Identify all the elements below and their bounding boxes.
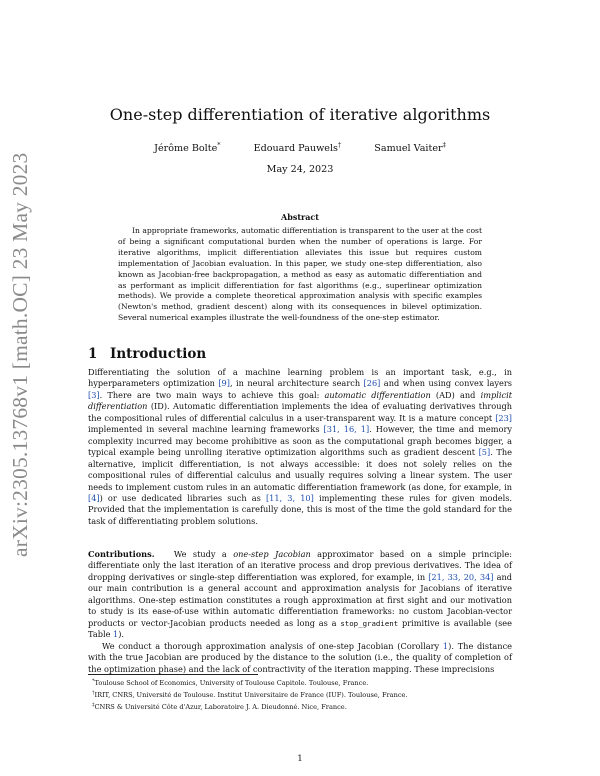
abstract-heading: Abstract	[281, 212, 319, 222]
author-mark: *	[217, 141, 221, 149]
text-run: . However, the time and memory complexity incurred may become prohibitive as soon as the computational graph becomes bigger, a typical example being unrolling iterative optimization algorithms such as gradient descent	[88, 424, 512, 458]
citation-link[interactable]: [5]	[478, 447, 491, 458]
text-run: Differentiating the solution of a machine learning problem is an important task, e.g., in hyperparameters optimization	[88, 367, 512, 389]
author-name: Edouard Pauwels	[253, 143, 338, 155]
footnote-mark: ‡	[92, 701, 95, 708]
arxiv-stamp: arXiv:2305.13768v1 [math.OC] 23 May 2023	[8, 152, 32, 557]
author-name: Jérôme Bolte	[154, 143, 218, 155]
footnote-text: Toulouse School of Economics, University of Toulouse Capitole. Toulouse, France.	[94, 679, 369, 688]
text-run: We study a	[173, 549, 234, 559]
author	[374, 141, 446, 154]
text-run: ). The distance with the true Jacobian are produced by the distance to the solution (i.e., the quality of completion of the optimization phase) and the lack of contractivity of the iteration mapping. These imprecisions	[88, 640, 512, 674]
contributions-paragraph	[88, 549, 512, 641]
inline-code: stop_gradient	[340, 618, 399, 628]
text-run: ) or use dedicated libraries such as	[99, 492, 266, 503]
emphasis: implicit differentiation	[88, 389, 512, 412]
citation-link[interactable]: [31, 16, 1]	[323, 424, 370, 435]
citation-link[interactable]: [11, 3, 10]	[265, 492, 314, 503]
footnote-text: CNRS & Université Côte d'Azur, Laboratoire J. A. Dieudonné. Nice, France.	[94, 702, 347, 711]
analysis-paragraph	[88, 641, 512, 675]
footnotes	[88, 677, 512, 713]
text-run: implementing these rules for given models. Provided that the implementation is carefully done, this is most of the time the gold standard for the task of differentiating problem solutions.	[88, 492, 512, 526]
text-run: . There are two main ways to achieve this goal:	[99, 389, 325, 400]
section-title: Introduction	[110, 346, 207, 362]
citation-link[interactable]: [4]	[88, 492, 100, 503]
author-mark: †	[337, 141, 342, 149]
text-run: ).	[118, 629, 125, 640]
intro-paragraph	[88, 367, 512, 527]
text-run: and when using convex layers	[380, 378, 512, 389]
footnote-text: IRIT, CNRS, Université de Toulouse. Institut Universitaire de France (IUF). Toulouse, France.	[94, 691, 408, 700]
text-run: approximator based on a simple principle: differentiate only the last iteration of an iterative process and drop previous derivatives. The idea of dropping derivatives or single-step differentiation was explored, for example, in	[88, 549, 512, 582]
paper-title: One-step differentiation of iterative algorithms	[109, 105, 491, 124]
abstract-text: In appropriate frameworks, automatic differentiation is transparent to the user at the cost of being a significant computational burden when the number of operations is large. For iterative algorithms, implicit differentiation alleviates this issue but requires custom implementation of Jacobian evaluation. In this paper, we study one-step differentiation, also known as Jacobian-free backpropagation, a method as easy as automatic differentiation and as performant as implicit differentiation for fast algorithms (e.g., superlinear optimization methods). We provide a complete theoretical approximation analysis with specific examples (Newton's method, gradient descent) along with its consequences in bilevel optimization. Several numerical examples illustrate the well-foundness of the one-step estimator.	[118, 226, 482, 323]
citation-link[interactable]: [9]	[218, 378, 230, 389]
footnote-mark: †	[92, 689, 95, 696]
emphasis: one-step Jacobian	[233, 549, 311, 559]
author-mark: ‡	[442, 141, 446, 149]
footnote-mark: *	[92, 678, 95, 684]
citation-link[interactable]: [21, 33, 20, 34]	[428, 571, 494, 582]
abstract-body	[118, 226, 482, 324]
footnote	[88, 677, 512, 689]
footnote	[88, 701, 512, 713]
section-heading	[88, 346, 206, 362]
citation-link[interactable]: [3]	[88, 389, 100, 400]
footnote-rule	[88, 674, 258, 675]
page-number: 1	[297, 754, 303, 764]
author	[154, 141, 220, 154]
text-run: . The alternative, implicit differentiation, is not always accessible: it does not solely relies on the compositional rules of differential calculus and usually requires solving a linear system. The user needs to implement custom rules in an automatic differentiation framework (as done, for example, in	[88, 447, 512, 492]
contributions-block	[88, 549, 512, 675]
text-run: (ID). Automatic differentiation implements the idea of evaluating derivatives through the compositional rules of differential calculus in a user-transparent way. It is a mature concept	[88, 401, 512, 423]
corollary-link[interactable]: 1	[442, 640, 449, 651]
citation-link[interactable]: [26]	[363, 378, 381, 389]
section-number: 1	[88, 346, 98, 362]
author-name: Samuel Vaiter	[374, 143, 443, 155]
author	[254, 141, 342, 154]
emphasis: automatic differentiation	[324, 389, 431, 400]
footnote	[88, 689, 512, 701]
paragraph-heading: Contributions.	[88, 549, 155, 559]
paper-date: May 24, 2023	[266, 164, 334, 175]
citation-link[interactable]: [23]	[495, 412, 512, 423]
table-link[interactable]: 1	[113, 629, 119, 640]
text-run: (AD) and	[430, 389, 481, 400]
text-run: implemented in several machine learning frameworks	[88, 424, 324, 435]
text-run: We conduct a thorough approximation analysis of one-step Jacobian (Corollary	[102, 640, 443, 651]
text-run: primitive is available (see Table	[88, 617, 512, 640]
text-run: , in neural architecture search	[229, 378, 364, 389]
author-list	[0, 141, 600, 154]
text-run: and our main contribution is a general account and approximation analysis for Jacobians of iterative algorithms. One-step estimation constitutes a rough approximation at first sight and our motivation to study is its ease-of-use within automatic differentiation frameworks: no custom Jacobian-vector products or vector-Jacobian products needed as long as a	[88, 571, 513, 628]
